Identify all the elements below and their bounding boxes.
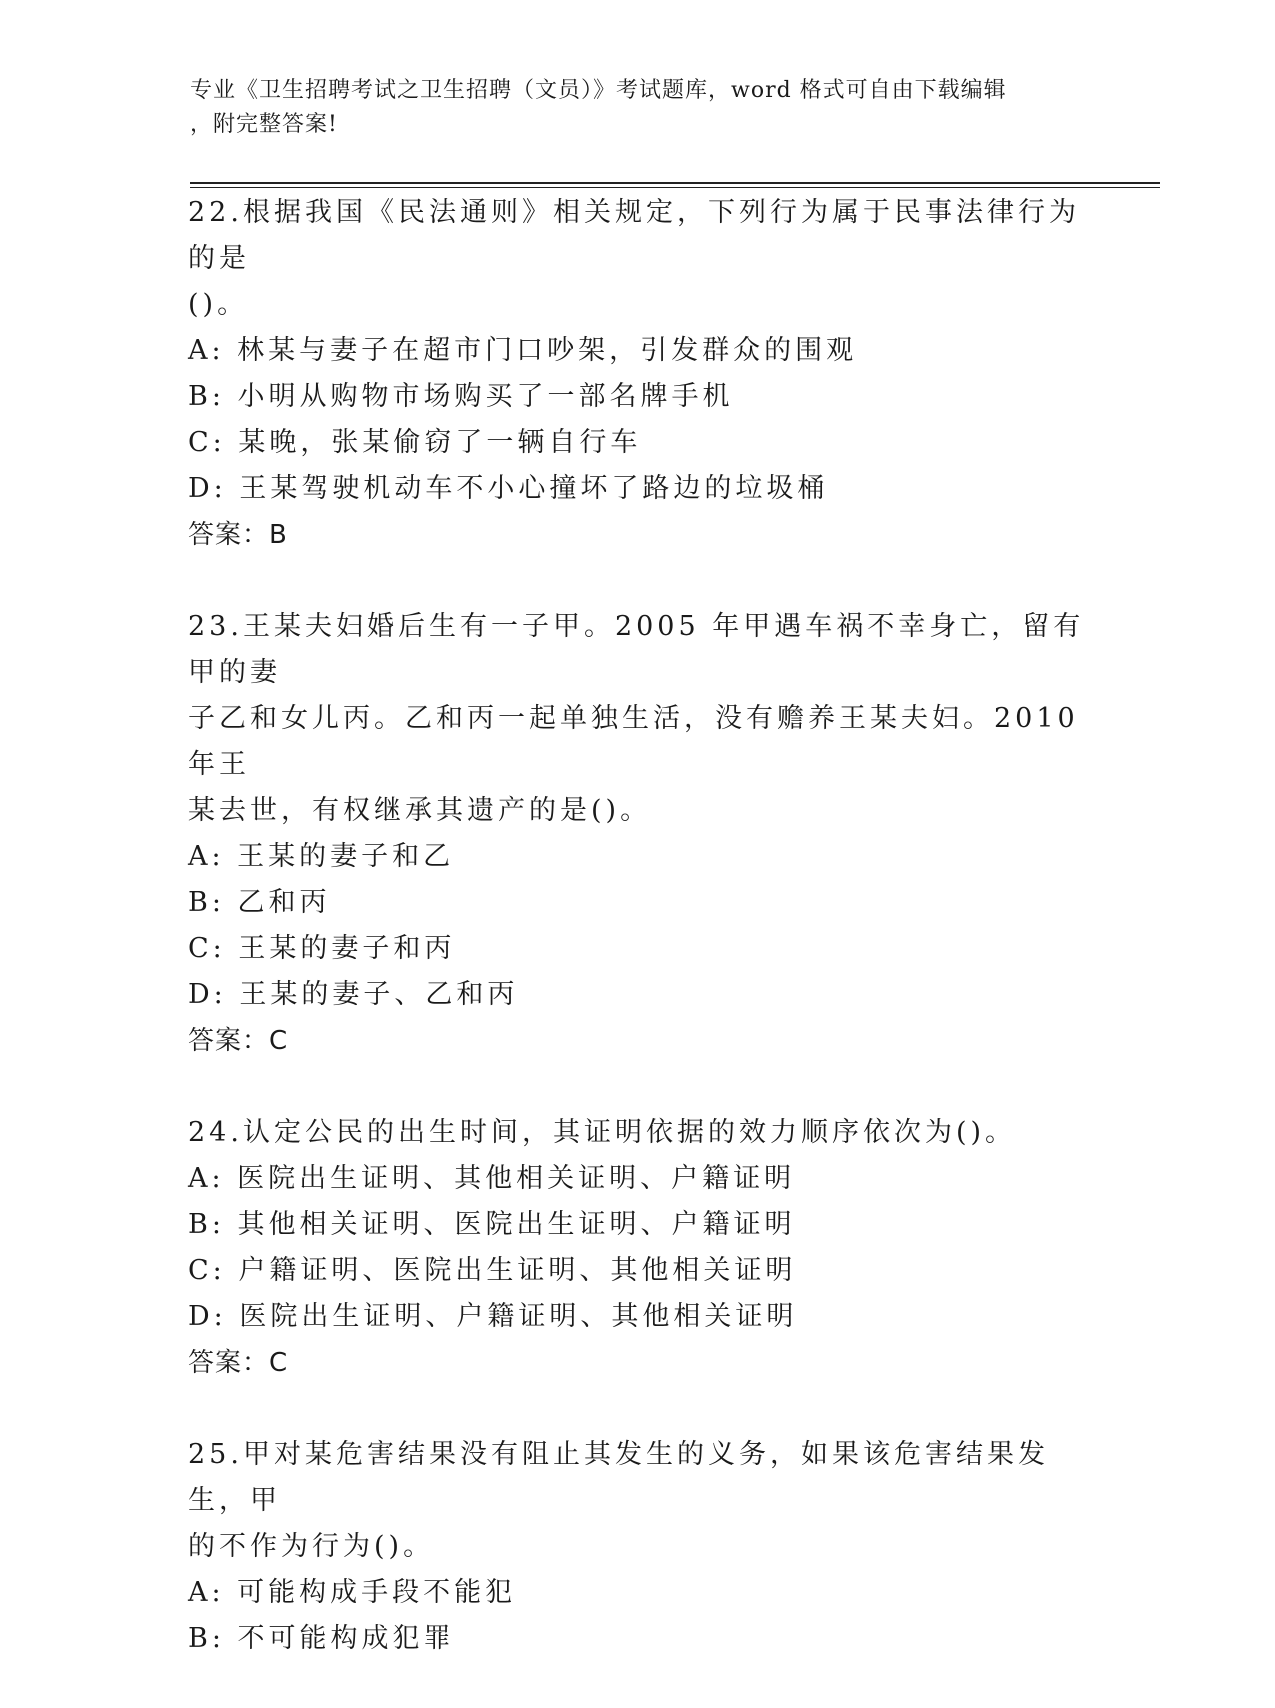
option-d: D: 王某的妻子、乙和丙 (188, 979, 519, 1010)
header-line-2: ，附完整答案! (190, 112, 338, 137)
question-stem-line: ()。 (188, 289, 249, 320)
question-23 (188, 604, 1088, 1064)
document-header (190, 74, 1090, 142)
option-b: B: 不可能构成犯罪 (188, 1623, 455, 1654)
option-a: A: 王某的妻子和乙 (188, 841, 455, 872)
question-stem-line: 24.认定公民的出生时间，其证明依据的效力顺序依次为()。 (188, 1117, 1017, 1148)
option-c: C: 王某的妻子和丙 (188, 933, 456, 964)
option-b: B: 乙和丙 (188, 887, 331, 918)
question-25 (188, 1432, 1088, 1662)
question-stem-line: 23.王某夫妇婚后生有一子甲。2005 年甲遇车祸不幸身亡，留有甲的妻 (188, 611, 1085, 688)
header-divider-thick (190, 182, 1160, 184)
question-stem-line: 子乙和女儿丙。乙和丙一起单独生活，没有赡养王某夫妇。2010 年王 (188, 703, 1079, 780)
header-divider-thin (190, 187, 1160, 188)
option-d: D: 医院出生证明、户籍证明、其他相关证明 (188, 1301, 798, 1332)
question-24 (188, 1110, 1088, 1386)
option-b: B: 其他相关证明、医院出生证明、户籍证明 (188, 1209, 796, 1240)
option-b: B: 小明从购物市场购买了一部名牌手机 (188, 381, 734, 412)
answer-label: 答案：C (188, 1348, 289, 1378)
option-a: A: 林某与妻子在超市门口吵架，引发群众的围观 (188, 335, 858, 366)
question-stem-line: 的不作为行为()。 (188, 1531, 435, 1562)
option-c: C: 户籍证明、医院出生证明、其他相关证明 (188, 1255, 797, 1286)
question-22 (188, 190, 1088, 558)
answer-label: 答案：C (188, 1026, 289, 1056)
option-c: C: 某晚，张某偷窃了一辆自行车 (188, 427, 642, 458)
question-stem-line: 某去世，有权继承其遗产的是()。 (188, 795, 652, 826)
question-stem-line: 25.甲对某危害结果没有阻止其发生的义务，如果该危害结果发生，甲 (188, 1439, 1049, 1516)
question-list (188, 190, 1088, 1708)
option-a: A: 可能构成手段不能犯 (188, 1577, 517, 1608)
question-stem-line: 22.根据我国《民法通则》相关规定，下列行为属于民事法律行为的是 (188, 197, 1080, 274)
option-d: D: 王某驾驶机动车不小心撞坏了路边的垃圾桶 (188, 473, 829, 504)
header-line-1: 专业《卫生招聘考试之卫生招聘（文员）》考试题库，word 格式可自由下载编辑 (190, 78, 1007, 103)
answer-label: 答案：B (188, 520, 288, 550)
option-a: A: 医院出生证明、其他相关证明、户籍证明 (188, 1163, 796, 1194)
